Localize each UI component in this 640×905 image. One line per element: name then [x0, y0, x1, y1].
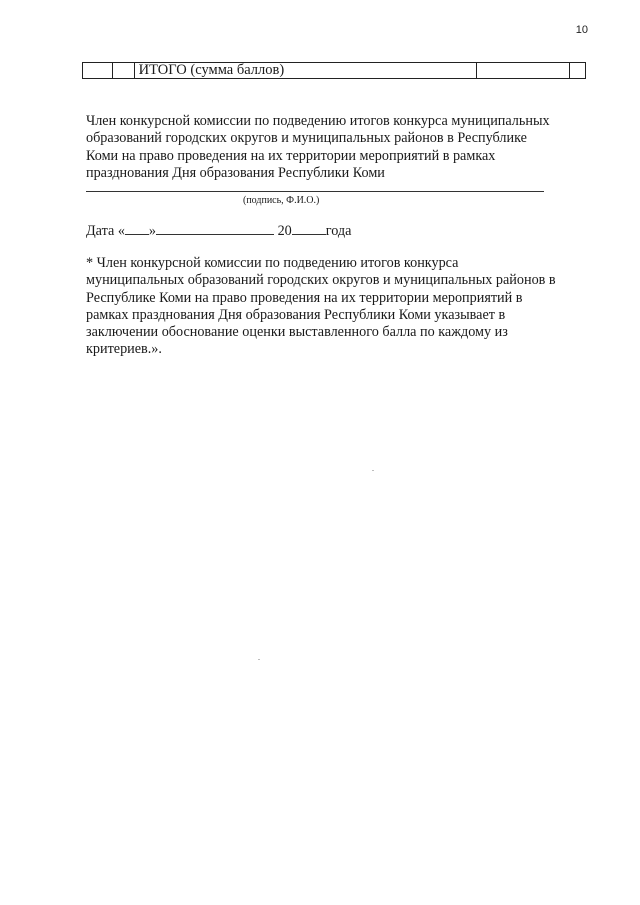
table-cell-empty — [83, 63, 113, 79]
day-blank — [125, 223, 149, 235]
signature-line — [86, 191, 544, 192]
year-prefix: 20 — [277, 223, 292, 239]
month-blank — [156, 223, 274, 235]
table-cell-empty — [476, 63, 570, 79]
total-label: ИТОГО (сумма баллов) — [134, 63, 476, 79]
date-suffix: года — [325, 223, 352, 239]
scan-speck — [258, 659, 260, 660]
date-line — [86, 223, 351, 240]
signature-caption: (подпись, Ф.И.О.) — [243, 195, 320, 206]
table-cell-empty — [113, 63, 135, 79]
commission-member-text: Член конкурсной комиссии по подведению итогов конкурса муниципальных образований городских округов и муниципальных районов в Республике Коми на право проведения на их территории мероприятий в рамках празднования Дня образования Республики Коми — [86, 113, 550, 181]
scan-speck — [372, 470, 374, 471]
date-prefix: Дата « — [86, 223, 125, 239]
date-quote-close: » — [148, 223, 157, 239]
year-blank — [292, 223, 326, 235]
total-score-table — [82, 62, 586, 79]
footnote-text: * Член конкурсной комиссии по подведению итогов конкурса муниципальных образований городских округов и муниципальных районов в Республике Коми на право проведения на их территории мероприятий в рамках празднования Дня образования Республики Коми указывает в заключении обоснование оценки выставленного балла по каждому из критериев.». — [86, 255, 556, 358]
table-cell-empty — [570, 63, 586, 79]
page-number: 10 — [575, 24, 588, 36]
table-row — [83, 63, 586, 79]
